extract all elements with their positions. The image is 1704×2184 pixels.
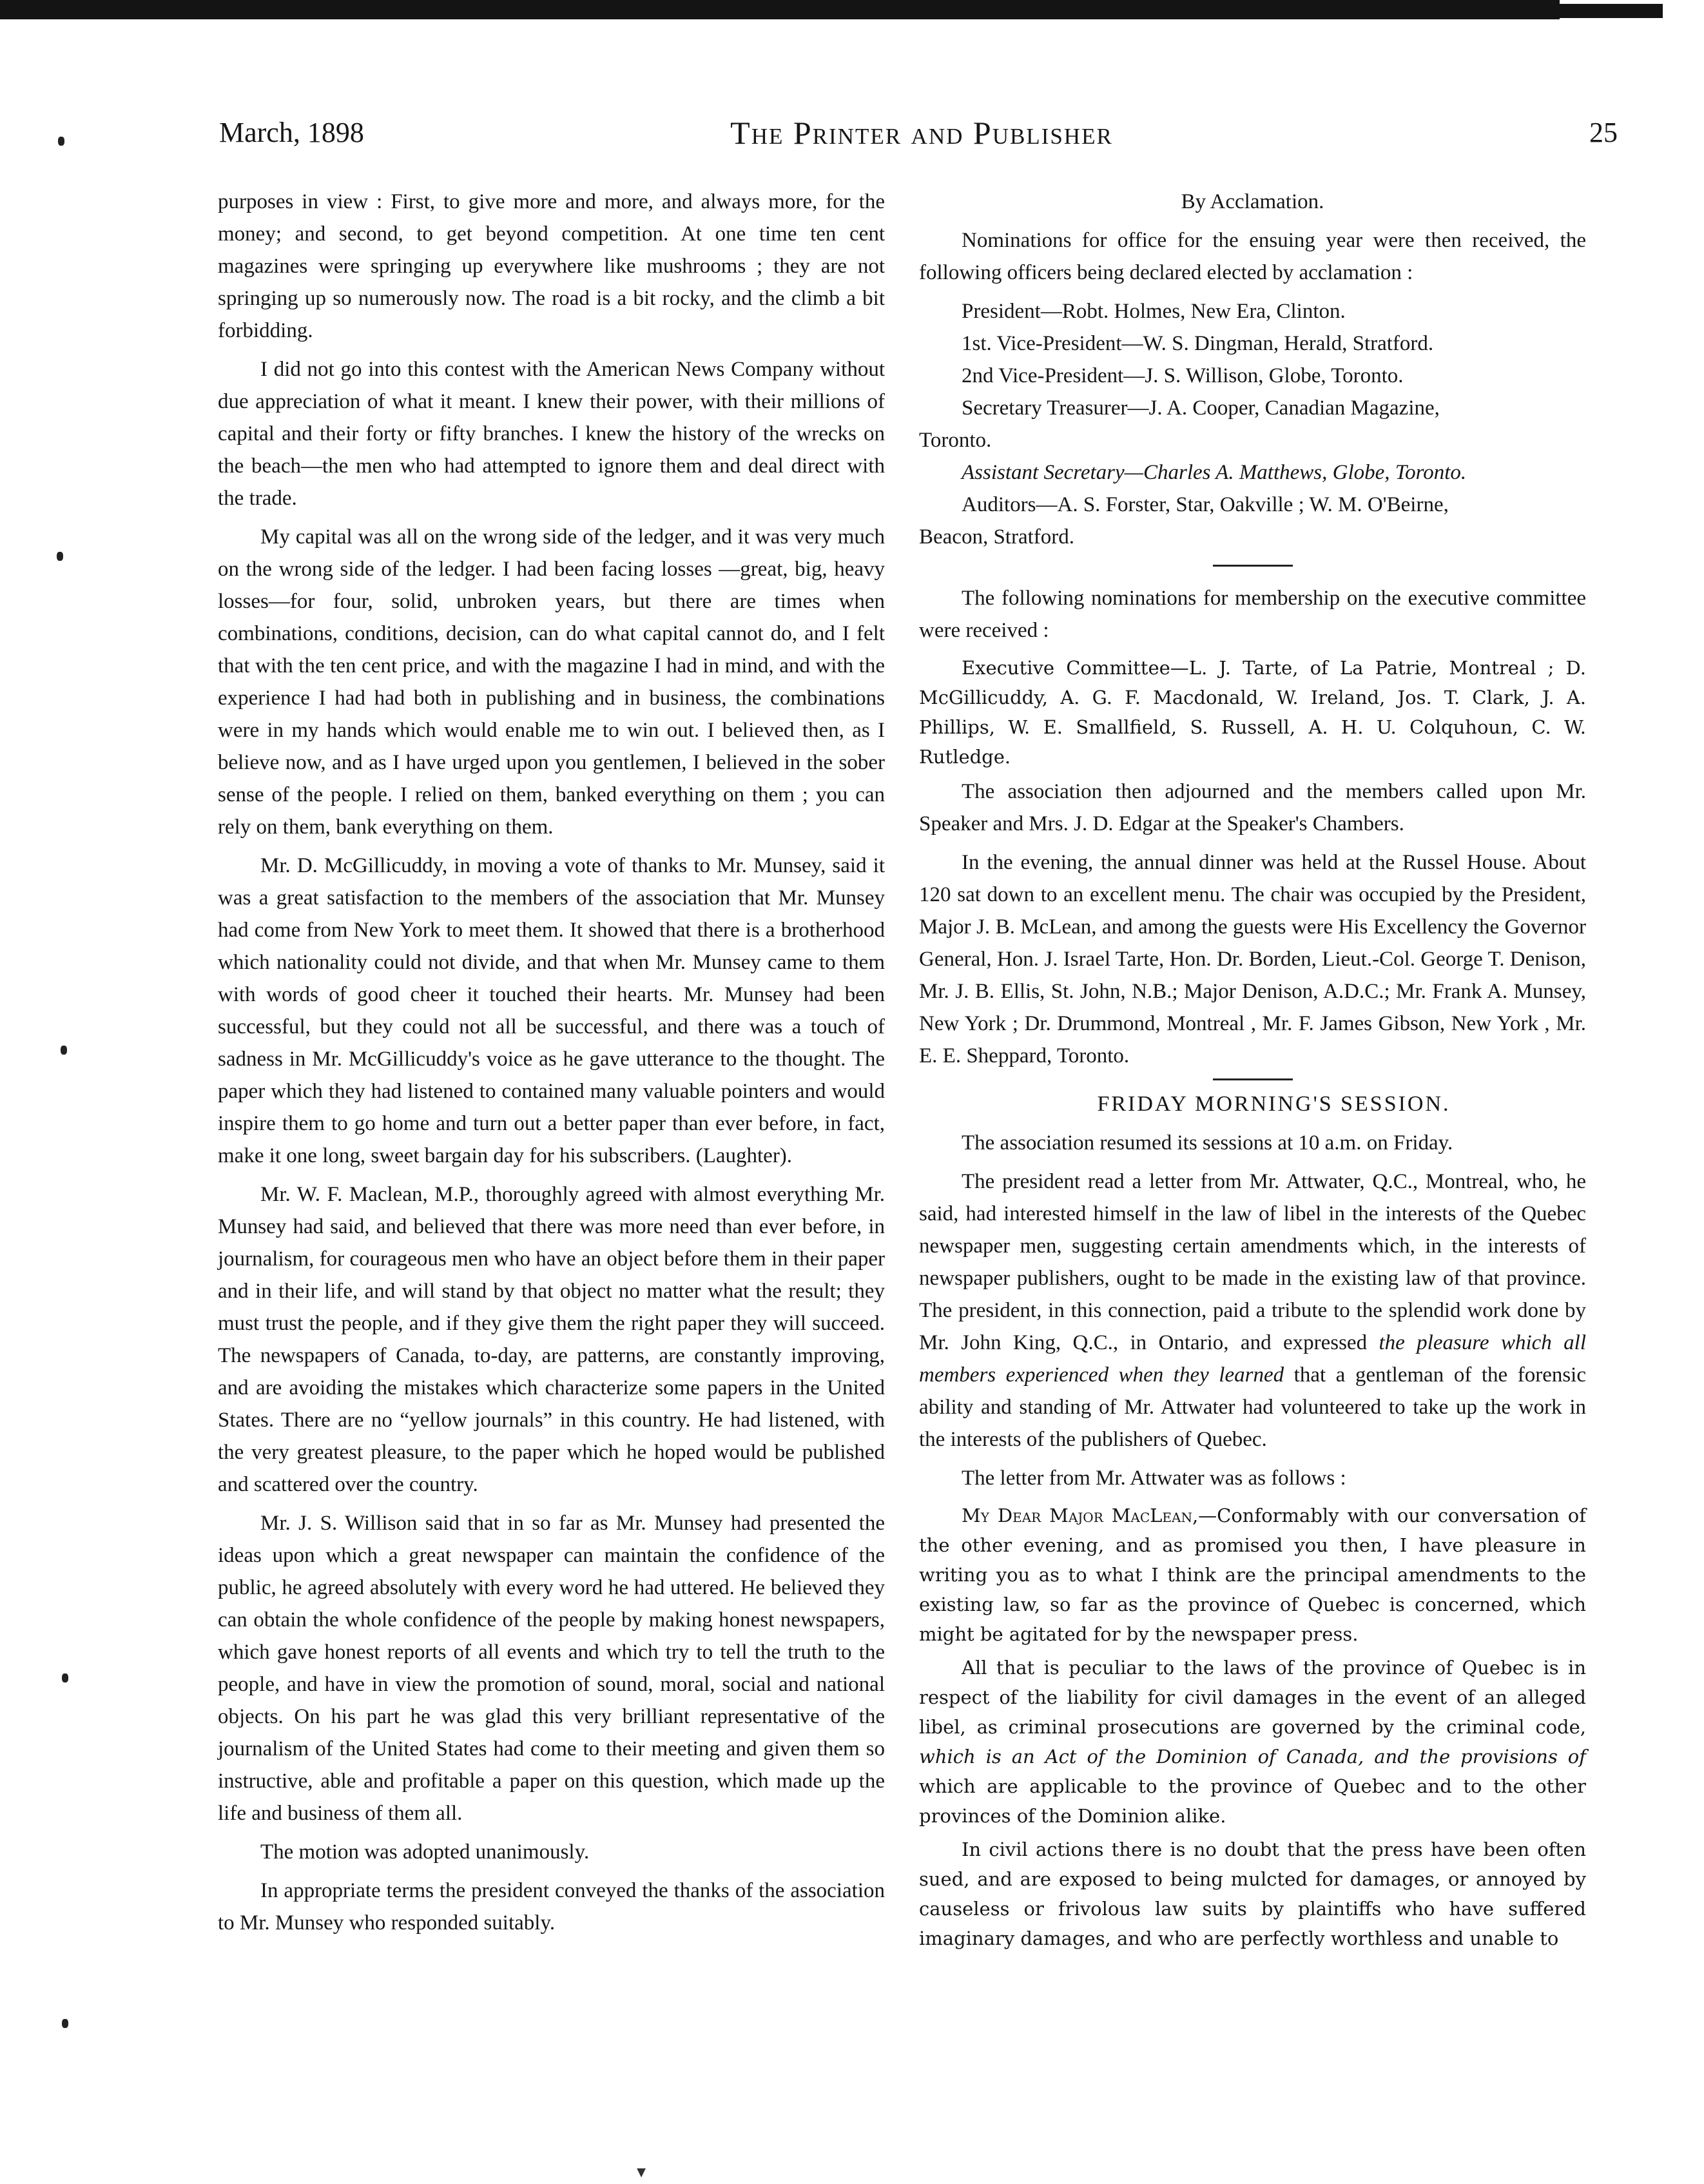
acclamation-heading: By Acclamation. [1181, 190, 1324, 213]
margin-mark [61, 1046, 67, 1055]
right-column [919, 186, 1586, 1957]
margin-mark [62, 2019, 68, 2028]
officer-entry: 2nd Vice-President—J. S. Willison, Globe, Toronto. [962, 364, 1404, 387]
letter-salutation: My Dear Major MacLean, [962, 1505, 1199, 1526]
margin-mark [58, 137, 64, 146]
letter-body [919, 1501, 1586, 1953]
letter-intro-italic: the pleasure which all members experienced when they learned [919, 1331, 1587, 1387]
officer-entry: Secretary Treasurer—J. A. Cooper, Canadian Magazine, [962, 396, 1440, 420]
paragraph: In the evening, the annual dinner was held at the Russel House. About 120 sat down to an excellent menu. The chair was occupied by the President, Major J. B. McLean, and among the guests were His Excellency the Governor General, Hon. J. Israel Tarte, Hon. Dr. Borden, Lieut.-Col. George T. Denison, Mr. J. B. Ellis, St. John, N.B.; Major Denison, A.D.C.; Mr. Frank A. Munsey, New York ; Dr. Drummond, Montreal , Mr. F. James Gibson, New York , Mr. E. E. Sheppard, Toronto. [919, 851, 1586, 1068]
officer-entry: President—Robt. Holmes, New Era, Clinton. [962, 300, 1346, 323]
top-border-rule [0, 0, 1560, 19]
top-border-rule-end [1560, 4, 1663, 18]
section-divider [1213, 565, 1293, 567]
margin-mark [57, 552, 63, 561]
issue-date: March, 1898 [219, 117, 364, 148]
paragraph: I did not go into this contest with the American News Company without due appreciation of what it meant. I knew their power, with their millions of capital and their forty or fifty branches. I knew the history of the wrecks on the beach—the men who had attempted to ignore them and deal direct with the trade. [218, 358, 885, 510]
paragraph: Mr. J. S. Willison said that in so far as Mr. Munsey had presented the ideas upon which a great newspaper can maintain the confidence of the public, he agreed absolutely with every word he had uttered. He believed they can obtain the whole confidence of the people by making honest newspapers, which gave honest reports of all events and which try to tell the truth to the people, and have in view the promotion of sound, moral, social and national objects. On his part he was glad this very brilliant representative of the journalism of the United States had come to their meeting and given them so instructive, able and profitable a paper on this question, which made up the life and business of them all. [218, 1512, 885, 1825]
officer-entry: Toronto. [919, 429, 992, 452]
paragraph: The association then adjourned and the members called upon Mr. Speaker and Mrs. J. D. Edgar at the Speaker's Chambers. [919, 780, 1586, 835]
letter-paragraph [919, 1653, 1586, 1831]
letter-paragraph [919, 1501, 1586, 1649]
paragraph: The following nominations for membership on the executive committee were received : [919, 587, 1586, 642]
executive-committee-block [919, 653, 1586, 772]
letter-intro-text: The president read a letter from Mr. Attwater, Q.C., Montreal, who, he said, had interested himself in the law of libel in the interests of the Quebec newspaper men, suggesting certain amendments which, in the interests of newspaper publishers, ought to be made in the existing law of that province. The president, in this connection, paid a tribute to the splendid work done by Mr. John King, Q.C., in Ontario, and expressed [919, 1170, 1586, 1354]
officers-list [919, 295, 1586, 553]
paragraph: My capital was all on the wrong side of the ledger, and it was very much on the wrong side of the ledger. I had been facing losses —great, big, heavy losses—for four, solid, unbroken years, but there are times when combinations, conditions, decision, can do what capital cannot do, and I felt that with the ten cent price, and with the magazine I had in mind, and with the experience I had had both in publishing and in business, the combinations were in my hands which would enable me to win out. I believed then, as I believe now, and as I have urged upon you gentlemen, I believed in the sober sense of the people. I relied on them, banked everything on them ; you can rely on them, bank everything on them. [218, 525, 885, 839]
officer-entry: 1st. Vice-President—W. S. Dingman, Herald, Stratford. [962, 332, 1434, 355]
paragraph: The association resumed its sessions at 10 a.m. on Friday. [962, 1131, 1453, 1155]
paragraph: Mr. D. McGillicuddy, in moving a vote of thanks to Mr. Munsey, said it was a great satisfaction to the members of the association that Mr. Munsey had come from New York to meet them. It showed that there is a brotherhood which nationality could not divide, and that when Mr. Munsey came to them with words of good cheer it touched their hearts. Mr. Munsey had been successful, but they could not all be successful, and there was a touch of sadness in Mr. McGillicuddy's voice as he gave utterance to the thought. The paper which they had listened to contained many valuable pointers and would inspire them to go home and turn out a better paper than ever before, in fact, make it one long, sweet bargain day for his subscribers. (Laughter). [218, 854, 885, 1167]
section-heading: FRIDAY MORNING'S SESSION. [1097, 1092, 1451, 1116]
officer-entry: Assistant Secretary—Charles A. Matthews, Globe, Toronto. [962, 461, 1467, 484]
paragraph: In appropriate terms the president conveyed the thanks of the association to Mr. Munsey who responded suitably. [218, 1879, 885, 1935]
footer-ornament: ▾ [637, 2161, 646, 2182]
letter-paragraph: In civil actions there is no doubt that the press have been often sued, and are exposed to being mulcted for damages, or annoyed by causeless or frivolous law suits by plaintiffs who have suffered imaginary damages, and who are perfectly worthless and unable to [919, 1838, 1586, 1949]
officer-entry: Beacon, Stratford. [919, 525, 1075, 549]
paragraph: Mr. W. F. Maclean, M.P., thoroughly agreed with almost everything Mr. Munsey had said, and believed that there was more need than ever before, in journalism, for courageous men who have an object before them in their paper and in their life, and will stand by that object no matter what the result; they must trust the people, and if they give them the right paper they will succeed. The newspapers of Canada, to-day, are patterns, are constantly improving, and are avoiding the mistakes which characterize some papers in the United States. There are no “yellow journals” in this country. He had listened, with the very greatest pleasure, to the paper which he hoped would be published and scattered over the country. [218, 1183, 885, 1496]
page-number: 25 [1589, 117, 1618, 148]
publication-title: The Printer and Publisher [730, 115, 1113, 151]
letter-text: —Conformably with our conversation of the other evening, and as promised you then, I have pleasure in writing you as to what I think are the principal amendments to the existing law, so far as the province of Quebec is concerned, which might be agitated for by the newspaper press. [919, 1505, 1586, 1645]
paragraph: purposes in view : First, to give more and more, and always more, for the money; and second, to get beyond competition. At one time ten cent magazines were springing up everywhere like mushrooms ; they are not springing up so numerously now. The road is a bit rocky, and the climb a bit forbidding. [218, 190, 885, 342]
letter-text: which are applicable to the province of Quebec and to the other provinces of the Dominion alike. [919, 1775, 1586, 1827]
left-column [218, 186, 885, 1945]
paragraph: The motion was adopted unanimously. [260, 1840, 590, 1864]
margin-mark [62, 1673, 68, 1682]
officer-entry: Auditors—A. S. Forster, Star, Oakville ; W. M. O'Beirne, [962, 493, 1449, 516]
paragraph [919, 1165, 1586, 1456]
letter-intro-text: that a gentleman of the forensic ability and standing of Mr. Attwater had volunteered to take up the work in the interests of the publishers of Quebec. [919, 1363, 1587, 1451]
paragraph: The letter from Mr. Attwater was as follows : [962, 1467, 1346, 1490]
letter-text: All that is peculiar to the laws of the province of Quebec is in respect of the liability for civil damages in the event of an alleged libel, as criminal prosecutions are governed by the criminal code, [919, 1657, 1586, 1738]
paragraph: Nominations for office for the ensuing year were then received, the following officers being declared elected by acclamation : [919, 229, 1586, 284]
executive-list: Executive Committee—L. J. Tarte, of La Patrie, Montreal ; D. McGillicuddy, A. G. F. Macdonald, W. Ireland, Jos. T. Clark, J. A. Phillips, W. E. Smallfield, S. Russell, A. H. U. Colquhoun, C. W. Rutledge. [919, 657, 1586, 768]
section-divider [1213, 1078, 1293, 1080]
letter-italic: which is an Act of the Dominion of Canada, and the provisions of [919, 1746, 1586, 1768]
